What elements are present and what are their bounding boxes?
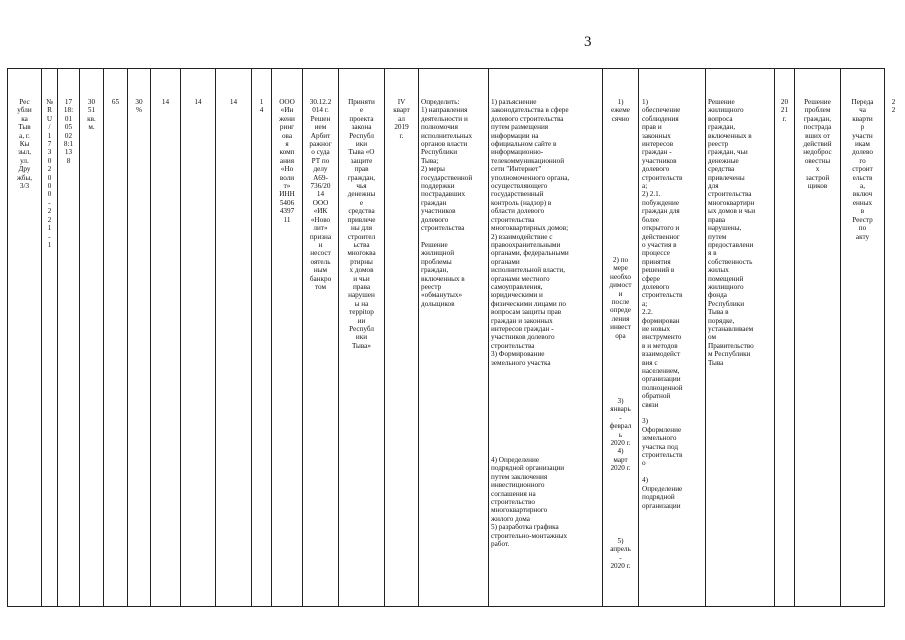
column-divider — [127, 68, 128, 606]
cell-count-c: 14 — [194, 98, 202, 106]
cell-transfer: Переда ча кварти р участн икам долево го строит ельств а, включ енных в Реестр по акту — [851, 98, 874, 241]
table-bottom-border — [7, 606, 885, 607]
column-divider — [418, 68, 419, 606]
cell-last: 2 2 — [891, 98, 896, 115]
cell-deadline-2: 2) по мере необхо димост и после опреде ления инвест ора — [609, 256, 632, 340]
column-divider — [103, 68, 104, 606]
cell-count-d: 14 — [229, 98, 238, 106]
column-divider — [7, 68, 8, 606]
cell-number: 1 4 — [259, 98, 264, 115]
column-divider — [638, 68, 639, 606]
cell-problem: Решение проблем граждан, пострада вших от действий недоброс овестны х застрой щиков — [803, 98, 832, 191]
column-divider — [180, 68, 181, 606]
cell-percent: 30 % — [135, 98, 143, 115]
column-divider — [79, 68, 80, 606]
column-divider — [338, 68, 339, 606]
column-divider — [57, 68, 58, 606]
cell-court-decision: 30.12.2 014 г. Решен ием Арбит ражног о суда РТ по делу А69- 736/20 14 ООО «ИК «Ново лит» призна н несост оятель ным банкро том — [309, 98, 332, 291]
column-divider — [384, 68, 385, 606]
cell-deadline-4: 5) апрель - 2020 г. — [610, 537, 631, 571]
cell-permit: 17 18: 01 05 02 8:1 13 8 — [63, 98, 74, 165]
page-number: 3 — [584, 34, 592, 50]
cell-deadline-3: 3) январь - феврал ь 2020 г. 4) март 2020 г. — [609, 397, 632, 473]
cell-area: 30 51 кв. м. — [87, 98, 96, 132]
column-divider — [150, 68, 151, 606]
cell-quarter: IV кварт ал 2019 г. — [393, 98, 410, 140]
cell-actions-2: 4) Определение подрядной организации путем заключения инвестиционного соглашения на строительство многоквартирного жилого дома 5) разработка графика строительно-монтажных работ. — [491, 456, 568, 549]
column-divider — [41, 68, 42, 606]
cell-developer: ООО «Ин жени ринг ова я комп ания «Но воли т» ИНН 5406 4397 11 — [279, 98, 295, 224]
cell-measures: Определить: 1) направления деятельности и полномочия исполнительных органов власти Республики Тыва; 2) меры государственной поддержки пострадавших граждан участников долевого строительства Решение жилищной проблемы граждан, включенных в реестр «обманутых» дольщиков — [421, 98, 473, 308]
column-divider — [705, 68, 706, 606]
column-divider — [774, 68, 775, 606]
cell-actions-1: 1) разъяснение законодательства в сфере долевого строительства путем размещения информации на официальном сайте в информационно- телекоммуникационной сети "Интернет" уполномоченного органа, осуществляющего государственный контроль (надзор) в области долевого строительства многоквартирных домов; 2) взаимодействие с правоохранительными органами, федеральными органами исполнительной власти, органами местного самоуправления, юридическими и физическими лицами по вопросам защиты прав граждан и законных интересов граждан - участников долевого строительства 3) Формирование земельного участка — [491, 98, 570, 367]
column-divider — [602, 68, 603, 606]
cell-deadline-1: 1) ежеме сячно — [611, 98, 630, 123]
column-divider — [840, 68, 841, 606]
cell-address: Рес убли ка Тыв а, г. Кы зыл, ул. Дру жбы, 3/3 — [16, 98, 33, 191]
cell-law-project: Приняти e проекта закона Республ ики Тыва «О защите прав граждан, чья денежны e средства привлече ны для строител ьства многоква ртирны х домов и чьи права нарушен ы на террitор ии Республ ики Тыва» — [347, 98, 376, 350]
column-divider — [271, 68, 272, 606]
cell-count-b: 14 — [161, 98, 170, 106]
column-divider — [794, 68, 795, 606]
cell-results: 1) обеспечение соблюдения прав и законных интересов граждан - участников долевого строительств а; 2) 2.1. побуждение граждан для более открытого и действенног о участия в процессе принятия решений в сфере долевого строительств а; 2.2. формирован ие новых инструменто в и методов взаимодейст вия с населением, организации полноценной обратной связи 3) Оформление земельного участка под строительств о 4) Определение подрядной организации — [642, 98, 683, 510]
cell-housing: Решение жилищного вопроса граждан, включенных в реестр граждан, чьи денежные средства привлечены для строительства многоквартирн ых домов и чьи права нарушены, путем предоставлени я в собственность жилых помещений жилищного фонда Республики Тыва в порядке, устанавливаем ом Правительство м Республики Тыва — [708, 98, 756, 367]
table-top-border — [7, 68, 885, 69]
cell-year: 20 21 г. — [780, 98, 789, 123]
column-divider — [302, 68, 303, 606]
column-divider — [251, 68, 252, 606]
column-divider — [488, 68, 489, 606]
column-divider — [215, 68, 216, 606]
cell-count-a: 65 — [111, 98, 120, 106]
column-divider — [884, 68, 885, 606]
cell-cadastral: № R U / 1 7 3 0 2 0 0 0 - 2 2 1 - 1 — [46, 98, 53, 249]
